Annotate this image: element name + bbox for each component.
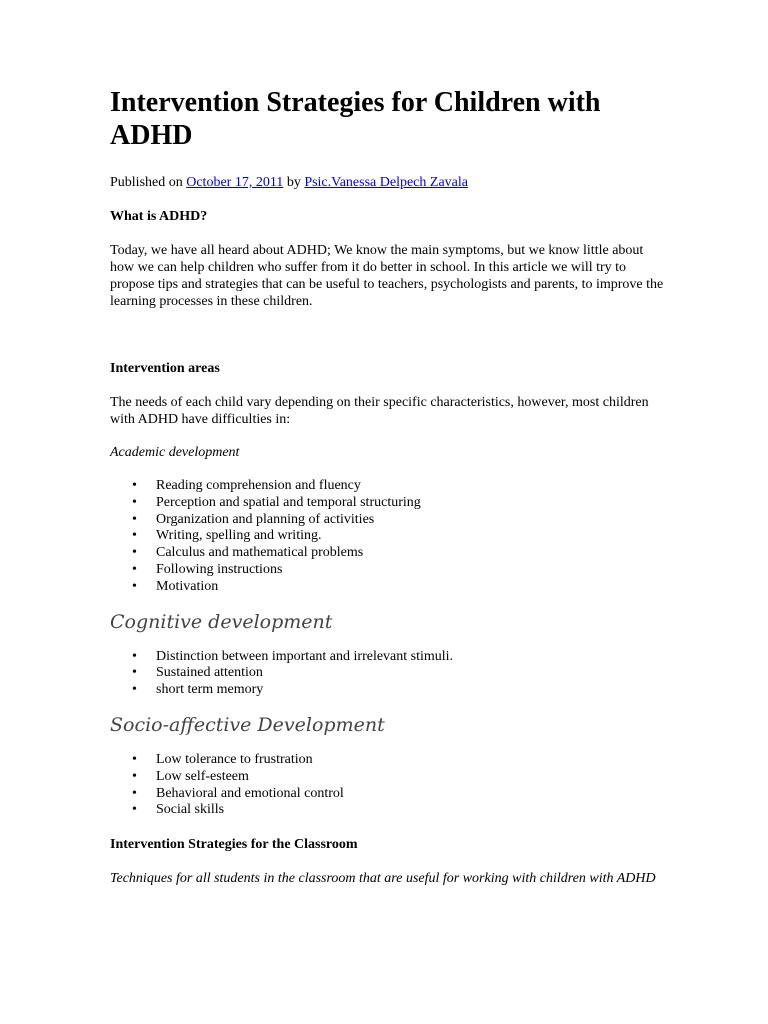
- academic-development-heading: Academic development: [110, 445, 240, 460]
- bullet-icon: •: [132, 478, 137, 493]
- list-item: • Following instructions: [132, 561, 283, 577]
- bullet-icon: •: [132, 511, 137, 527]
- publish-date-link[interactable]: October 17, 2011: [186, 175, 284, 190]
- bullet-icon: •: [132, 768, 137, 784]
- article-body: [110, 86, 670, 887]
- bullet-icon: •: [132, 545, 137, 561]
- by-label: by: [286, 175, 301, 190]
- bullet-icon: •: [132, 648, 137, 664]
- bullet-icon: •: [132, 561, 137, 577]
- list-item: • Low tolerance to frustration: [132, 751, 313, 767]
- bullet-icon: •: [132, 751, 137, 767]
- classroom-note: Techniques for all students in the classroom that are useful for working with children with ADHD: [110, 871, 656, 887]
- list-item: • Social skills: [132, 802, 225, 818]
- list-item: • Organization and planning of activities: [132, 511, 375, 527]
- bullet-icon: •: [132, 682, 137, 698]
- what-is-adhd-heading: What is ADHD?: [110, 209, 208, 224]
- socio-affective-list: [110, 752, 670, 819]
- list-item: • Perception and spatial and temporal structuring: [132, 494, 421, 510]
- list-item: • Low self-esteem: [132, 768, 249, 784]
- published-label: Published on: [110, 175, 183, 190]
- intervention-areas-heading: Intervention areas: [110, 361, 220, 376]
- socio-affective-heading: Socio-affective Development: [110, 713, 385, 736]
- list-item: • Calculus and mathematical problems: [132, 545, 364, 561]
- cognitive-development-heading: Cognitive development: [110, 610, 333, 633]
- bullet-icon: •: [132, 528, 137, 544]
- list-item: • Distinction between important and irrelevant stimuli.: [132, 648, 454, 664]
- cognitive-list: [110, 649, 670, 699]
- list-item: • Writing, spelling and writing.: [132, 528, 322, 544]
- bullet-icon: •: [132, 665, 137, 681]
- intro-paragraph: Today, we have all heard about ADHD; We know the main symptoms, but we know little about how we can help children who suffer from it do better in school. In this article we will try to propose tips and strategies that can be useful to teachers, psychologists and parents, to improve the learning processes in these children.: [110, 243, 664, 309]
- bullet-icon: •: [132, 494, 137, 510]
- bullet-icon: •: [132, 578, 137, 594]
- bullet-icon: •: [132, 802, 137, 818]
- author-link[interactable]: Psic.Vanessa Delpech Zavala: [304, 175, 468, 190]
- list-item: • short term memory: [132, 682, 264, 698]
- list-item: • Motivation: [132, 578, 219, 594]
- classroom-strategies-heading: Intervention Strategies for the Classroom: [110, 837, 358, 853]
- bullet-icon: •: [132, 785, 137, 801]
- article-title: Intervention Strategies for Children with ADHD: [110, 87, 601, 151]
- list-item: • Behavioral and emotional control: [132, 785, 344, 801]
- academic-list: [110, 478, 670, 596]
- byline: [110, 174, 670, 191]
- list-item: • Sustained attention: [132, 665, 263, 681]
- list-item: • Reading comprehension and fluency: [132, 478, 361, 493]
- areas-paragraph: The needs of each child vary depending on their specific characteristics, however, most children with ADHD have difficulties in:: [110, 395, 649, 427]
